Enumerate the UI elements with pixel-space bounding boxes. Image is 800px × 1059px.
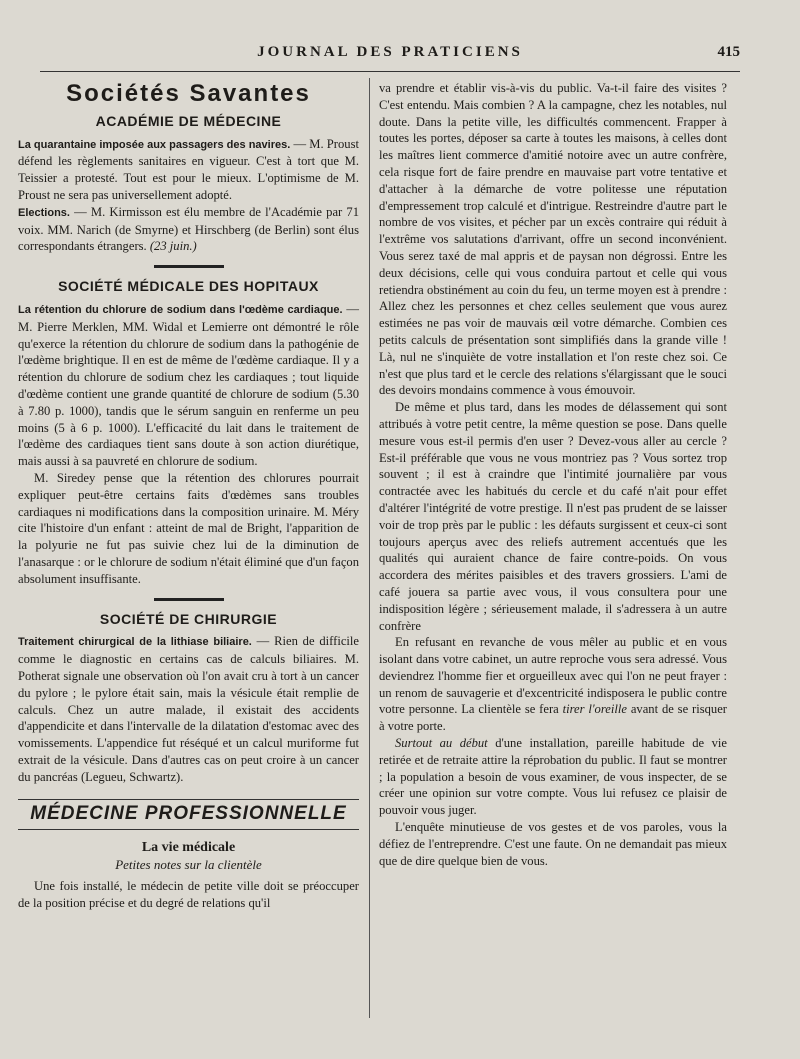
page-header — [40, 44, 740, 70]
section-title-societes: Sociétés Savantes — [66, 80, 311, 107]
chirurgie-paragraph-1 — [18, 633, 359, 785]
section-title-professionnelle: MÉDECINE PROFESSIONNELLE — [18, 799, 359, 830]
heading-hopitaux: SOCIÉTÉ MÉDICALE DES HOPITAUX — [58, 278, 319, 295]
right-paragraph-2: De même et plus tard, dans les modes de délassement qui sont attribués à votre petit centre, la même question se pose. Dans quelle mesure vous est-il permis d'en user ? Devez-vous aller au cercle ? Est-il préférable que vous ne vous montriez pas ? Vous sortez trop souvent ; il est à craindre que l'intimité journalière par vous contractée avec les habitués du cercle et du café n'ait pour effet d'altérer l'intégrité de votre prestige. Il n'est pas prudent de se laisser voir de trop près par le public : les défauts surgissent et ceux-ci sont toujours aperçus avec des reliefs autrement accentués que les qualités qui auraient chance de faire contre-poids. On vous accordera des mérites paisibles et des travers grossiers. L'ami de café jouera sa partie avec vous, il vous consultera pour une indisposition légère ; sérieusement malade, il s'adressera à un autre confrère — [379, 400, 727, 633]
academie-text-1: — M. Proust défend les règlements sanitaires en vigueur. C'est à tort que M. Teissier a protesté. Tout est pour le mieux. L'optimisme de M. Proust ne sera pas universellement adopté. — [18, 136, 359, 202]
article-title: La vie médicale — [141, 840, 236, 856]
left-column — [18, 80, 359, 911]
heading-academie: ACADÉMIE DE MÉDECINE — [95, 112, 282, 129]
page-number: 415 — [717, 44, 740, 60]
right-paragraph-3-italic: tirer l'oreille — [562, 702, 627, 717]
academie-lead-1: La quarantaine imposée aux passagers des navires. — [18, 138, 291, 151]
academie-date: (23 juin.) — [149, 239, 197, 254]
right-column — [379, 80, 727, 869]
chirurgie-text-1: — Rien de difficile comme le diagnostic en certains cas de calculs biliaires. M. Potherat signale une observation où l'on avait cru à tort à un cancer du pylore ; le pylore était sain, mais la vésicule était remplie de calculs. Chez un autre malade, il existait des accidents d'appendicite et dans l'intervalle de la dilatation d'estomac avec des vomissements. L'appendice fut réséqué et un calcul muriforme fut extrait de la vésicule. Dans d'autres cas on peut croire à un cancer du pancréas (Legueu, Schwartz). — [18, 634, 359, 784]
right-paragraph-3-start: En refusant en revanche de vous mêler au public et en vous isolant dans votre cabinet, un autre reproche vous sera adressé. Vous deviendrez l'homme fier et orgueilleux avec qui l'on ne peut frayer : un renom de sauvagerie et d'excentricité indisposera le public contre votre personne. La clientèle se fera — [379, 635, 727, 717]
hopitaux-paragraph-1 — [18, 301, 359, 470]
right-paragraph-3-end: avant de se risquer à votre porte. — [379, 702, 727, 734]
article-subtitle: Petites notes sur la clientèle — [115, 857, 262, 873]
column-divider — [369, 78, 370, 1018]
rule-2 — [154, 598, 224, 601]
journal-title: JOURNAL DES PRATICIENS — [257, 44, 523, 60]
hopitaux-text-1: —M. Pierre Merklen, MM. Widal et Lemierre ont démontré le rôle qu'exerce la rétention du chlorure de sodium dans la pathogénie de l'œdème brightique. Il en est de même de l'œdème cardiaque. Il y a rétention du chlorure de sodium chez les cardiaques ; tout liquide d'œdème contient une grande quantité de chlorure de sodium (5.30 à 7.80 p. 1000), tandis que le sérum sanguin en renferme un peu moins (5 à 6 p. 1000). L'efficacité du lait dans le traitement de l'œdème des cardiaques tient sans doute à son action diurétique, mais aussi à sa pauvreté en chlorure de sodium. — [18, 301, 359, 469]
professionnelle-paragraph-1: Une fois installé, le médecin de petite ville doit se préoccuper de la position précise et du degré de relations qu'il — [18, 878, 359, 910]
header-rule — [40, 71, 740, 72]
academie-paragraph-1 — [18, 136, 359, 204]
hopitaux-lead-1: La rétention du chlorure de sodium dans l'œdème cardiaque. — [18, 303, 343, 316]
right-paragraph-3 — [379, 634, 727, 735]
academie-lead-2: Elections. — [18, 206, 70, 219]
hopitaux-paragraph-2: M. Siredey pense que la rétention des chlorures pourrait expliquer peut-être certains faits d'œdèmes sans troubles cardiaques ni modifications dans la composition urinaire. M. Méry cite l'histoire d'un enfant : atteint de mal de Bright, l'apparition de la polyurie ne fut pas suivie chez lui de la diminution de l'anasarque : or le chlorure de sodium n'était éliminé que d'un façon absolument insuffisante. — [18, 470, 359, 586]
heading-chirurgie: SOCIÉTÉ DE CHIRURGIE — [99, 610, 278, 627]
right-paragraph-5: L'enquête minutieuse de vos gestes et de vos paroles, vous la défiez de l'entreprendre. C'est une faute. On ne demandait pas mieux que de dire quelque bien de vous. — [379, 820, 727, 868]
right-paragraph-4-italic: Surtout au début — [395, 736, 488, 751]
right-paragraph-4 — [379, 735, 727, 819]
rule-1 — [154, 265, 224, 268]
right-paragraph-1: va prendre et établir vis-à-vis du public. Va-t-il faire des visites ? C'est entendu. Mais combien ? A la campagne, chez les notables, nul doute. Dans la petite ville, les difficultés commencent. Frapper à toutes les portes, déposer sa carte à toutes les maisons, à celles dont les maîtres lient commerce d'amitié notoire avec un autre confrère, cela risque fort de faire prendre en mauvaise part votre tentative et d'attacher à la démarche de votre politesse une réputation d'empressement trop calculé et d'intrigue. Restreindre d'autre part le nombre de vos visites, et pécher par un excès contraire qui réduit à l'extrême vos salutations d'arrivant, offre un second inconvénient. Vous serez taxé de mal appris et de paysan non dégrossi. Entre les deux décisions, celle qui vous conduira partout et celle qui vous retiendra obstinément au coin du feu, un terme moyen est à prendre : Allez chez les personnes et chez celles seulement que vous aurez estimées ne pas voir de mauvais œil votre démarche. Combien ces petits calculs de présentation sont simplifiés dans la grande ville ! Là, nul ne s'inquiète de votre installation et l'on reste chez soi. Ce n'est que plus tard et le cercle des relations s'élargissant que le souci des devoirs mondains commence à vous émouvoir. — [379, 81, 727, 398]
chirurgie-lead-1: Traitement chirurgical de la lithiase biliaire. — [18, 636, 252, 649]
right-paragraph-4-text: d'une installation, pareille habitude de vie retirée et de retraite attire la réprobation du public. Il faut se montrer ; la population a besoin de vous examiner, de vous inspecter, de se créer une opinion sur votre compte. Vous lui refusez ce plaisir de pouvoir vous juger. — [379, 736, 727, 818]
academie-text-2: — M. Kirmisson est élu membre de l'Académie par 71 voix. MM. Narich (de Smyrne) et Hirschberg (de Berlin) sont élus correspondants étrangers. — [18, 204, 359, 254]
academie-paragraph-2 — [18, 204, 359, 255]
